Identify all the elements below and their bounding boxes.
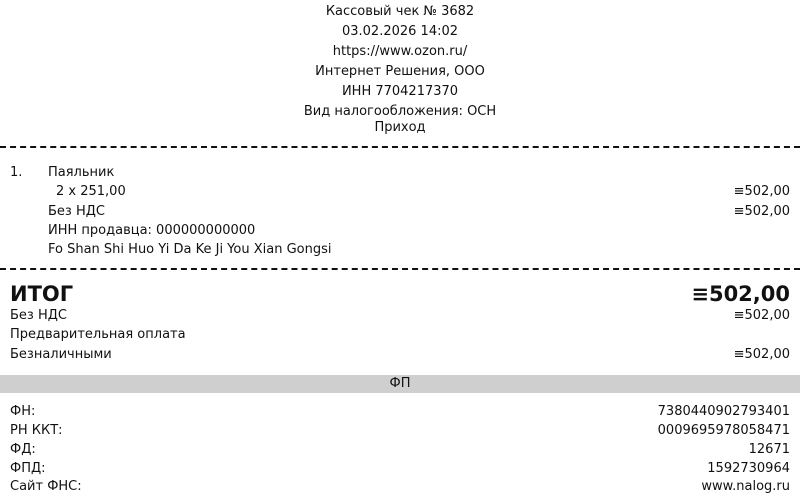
prepayment-label: Предварительная оплата xyxy=(10,327,186,342)
total-vat-label: Без НДС xyxy=(10,308,67,323)
divider-top xyxy=(0,146,800,148)
rn-kkt-value: 0009695978058471 xyxy=(657,423,790,438)
company-name: Интернет Решения, ООО xyxy=(315,64,485,79)
divider-middle xyxy=(0,268,800,270)
fd-label: ФД: xyxy=(10,442,36,457)
company-inn: ИНН 7704217370 xyxy=(341,84,459,99)
fns-site-value[interactable]: www.nalog.ru xyxy=(701,479,790,494)
seller-inn: ИНН продавца: 000000000000 xyxy=(48,223,256,238)
rn-kkt-label: РН ККТ: xyxy=(10,423,63,438)
fn-label: ФН: xyxy=(10,404,36,419)
fpd-value: 1592730964 xyxy=(707,461,790,476)
receipt-url[interactable]: https://www.ozon.ru/ xyxy=(332,44,468,59)
taxation-type: Вид налогообложения: ОСН xyxy=(303,104,497,119)
item-name: Паяльник xyxy=(48,165,115,180)
fpd-label: ФПД: xyxy=(10,461,46,476)
fp-section-header: ФП xyxy=(0,375,800,393)
item-total: ≡502,00 xyxy=(733,184,790,199)
item-qty-price: 2 x 251,00 xyxy=(56,184,126,199)
item-number: 1. xyxy=(10,165,23,180)
seller-name: Fo Shan Shi Huo Yi Da Ke Ji You Xian Gongsi xyxy=(48,242,332,257)
operation-type: Приход xyxy=(374,120,426,135)
fn-value: 7380440902793401 xyxy=(657,404,790,419)
receipt-title: Кассовый чек № 3682 xyxy=(325,4,475,19)
fns-site-label: Сайт ФНС: xyxy=(10,479,82,494)
receipt-datetime: 03.02.2026 14:02 xyxy=(341,24,459,39)
total-value: ≡502,00 xyxy=(691,282,790,306)
item-vat-value: ≡502,00 xyxy=(733,204,790,219)
fd-value: 12671 xyxy=(748,442,790,457)
total-vat-value: ≡502,00 xyxy=(733,308,790,323)
cashless-label: Безналичными xyxy=(10,347,112,362)
total-label: ИТОГ xyxy=(10,282,74,306)
item-vat-label: Без НДС xyxy=(48,204,105,219)
cashless-value: ≡502,00 xyxy=(733,347,790,362)
